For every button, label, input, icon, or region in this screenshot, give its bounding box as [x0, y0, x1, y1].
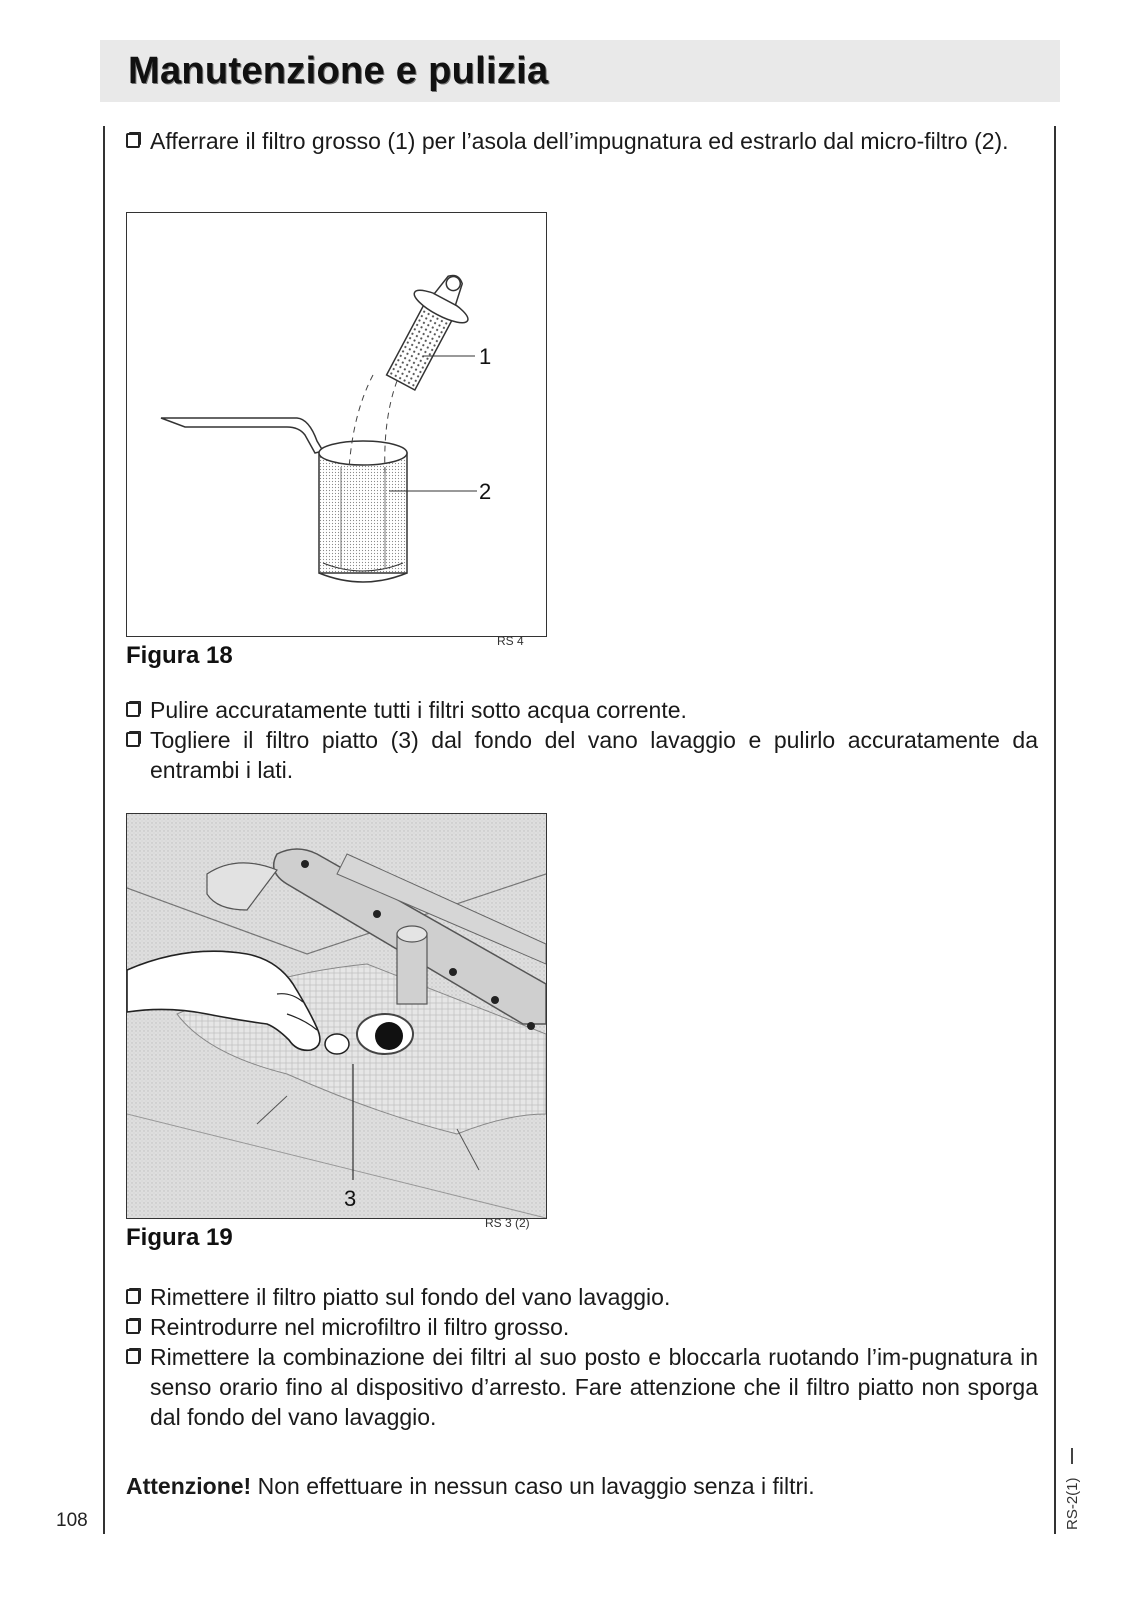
page-number: 108: [56, 1510, 88, 1531]
page-title: Manutenzione e pulizia: [128, 50, 549, 92]
checkbox-bullet-icon: [126, 1289, 140, 1304]
figure-18-illustration: [127, 213, 546, 636]
central-post: [397, 934, 427, 1004]
figure-18-frame: [126, 212, 547, 637]
warning-label: Attenzione!: [126, 1473, 252, 1499]
checkbox-bullet-icon: [126, 732, 140, 747]
coarse-filter: [374, 262, 483, 396]
figure-19-code: RS 3 (2): [485, 1216, 530, 1230]
figure-19-illustration: [127, 814, 546, 1218]
right-margin-rule: [1054, 126, 1056, 1534]
checkbox-bullet-icon: [126, 702, 140, 717]
left-margin-rule: [103, 126, 105, 1534]
warning-note: [126, 1473, 815, 1500]
checkbox-bullet-icon: [126, 1319, 140, 1334]
callout-label-1: 1: [479, 344, 492, 369]
list-item: [126, 126, 1038, 156]
list-item: [126, 1282, 1038, 1312]
list-item: [126, 725, 1038, 785]
micro-filter: [319, 441, 407, 582]
instruction-text: Rimettere la combinazione dei filtri al suo posto e bloccarla ruotando l’im-pugnatura in senso orario fino al dispositivo d’arresto. Fare attenzione che il filtro piatto non sporga dal fondo del vano lavaggio.: [150, 1344, 1038, 1430]
instructions-section-1: [126, 126, 1038, 156]
callout-label-3: 3: [344, 1186, 357, 1211]
checkbox-bullet-icon: [126, 133, 140, 148]
figure-19-frame: [126, 813, 547, 1219]
instruction-text: Afferrare il filtro grosso (1) per l’asola dell’impugnatura ed estrarlo dal micro-filtro (2).: [150, 128, 1009, 154]
instruction-text: Rimettere il filtro piatto sul fondo del vano lavaggio.: [150, 1284, 671, 1310]
side-dash: [1071, 1448, 1073, 1464]
figure-19-caption: Figura 19: [126, 1224, 233, 1251]
side-code: RS-2(1): [1064, 1477, 1081, 1530]
instruction-text: Pulire accuratamente tutti i filtri sotto acqua corrente.: [150, 697, 687, 723]
figure-18-caption: Figura 18: [126, 642, 233, 669]
callout-label-2: 2: [479, 479, 492, 504]
figure-18-code: RS 4: [497, 634, 524, 648]
tray-handle: [161, 418, 323, 453]
list-item: [126, 1312, 1038, 1342]
instructions-section-3: [126, 1282, 1038, 1432]
list-item: [126, 1342, 1038, 1432]
list-item: [126, 695, 1038, 725]
instructions-section-2: [126, 695, 1038, 785]
warning-text: Non effettuare in nessun caso un lavaggio senza i filtri.: [251, 1473, 815, 1499]
instruction-text: Reintrodurre nel microfiltro il filtro grosso.: [150, 1314, 570, 1340]
instruction-text: Togliere il filtro piatto (3) dal fondo del vano lavaggio e pulirlo accuratamente da entrambi i lati.: [150, 727, 1038, 783]
checkbox-bullet-icon: [126, 1349, 140, 1364]
